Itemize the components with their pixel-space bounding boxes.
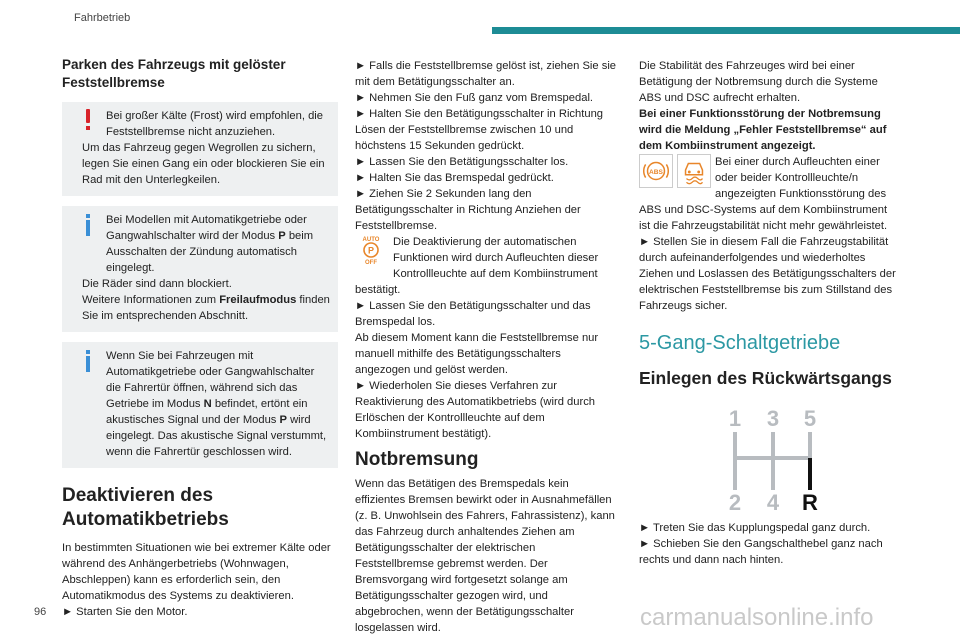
gear-steps bbox=[639, 520, 901, 568]
gear-5-label: 5 bbox=[803, 406, 817, 431]
parking-title: Parken des Fahrzeugs mit gelöster Feststellbremse bbox=[62, 57, 286, 90]
step-1: ► Falls die Feststellbremse gelöst ist, ziehen Sie sie mit dem Betätigungsschalter an. bbox=[355, 60, 617, 88]
info2-text: Wenn Sie bei Fahrzeugen mit Automatikgetriebe oder Gangwahlschalter die Fahrertür öffnen, während sich das Getriebe im Modus N befindet, ertönt ein akustisches Signal und der Modus P wird eingelegt. Das akustische Signal verstummt, wenn die Fahrertür geschlossen wird. bbox=[106, 350, 327, 458]
abs-dsc-text: Bei einer durch Aufleuchten einer oder beider Kontrollleuchte/n angezeigten Funktionsstörung des ABS und DSC-Systems auf dem Kombiinstrument ist die Fahrzeugstabilität nicht mehr gewährleistet. bbox=[639, 156, 888, 232]
info1-text: Bei Modellen mit Automatikgetriebe oder Gangwahlschalter wird der Modus P beim Ausschalten der Zündung automatisch eingelegt. bbox=[106, 214, 314, 274]
step-2: ► Nehmen Sie den Fuß ganz vom Bremspedal. bbox=[355, 92, 594, 104]
info-box-2 bbox=[62, 342, 338, 468]
deactivate-text: In bestimmten Situationen wie bei extremer Kälte oder während des Anhängerbetriebs (Wohnwagen, Abschleppen) kann es erforderlich sein, den Automatikmodus des Systems zu deaktivieren. bbox=[62, 542, 331, 602]
deactivate-step: ► Starten Sie den Motor. bbox=[62, 606, 188, 618]
svg-text:AUTO: AUTO bbox=[362, 237, 380, 243]
step-6: ► Ziehen Sie 2 Sekunden lang den Betätigungsschalter in Richtung Anziehen der Feststellbremse. bbox=[355, 188, 581, 232]
svg-text:OFF: OFF bbox=[365, 260, 377, 266]
emergency-brake-text: Wenn das Betätigen des Bremspedals kein effizientes Bremsen bewirkt oder in Ausnahmefällen (z. B. Unwohlsein des Fahrers, Fahrassistenz), kann das Fahrzeug durch anhaltendes Ziehen am Betätigungsschalter der elektrischen Feststellbremse gebremst werden. Der Bremsvorgang wird fortgesetzt solange am Betätigungsschalter gezogen wird, und abgebrochen, wenn der Betätigungsschalter losgelassen wird. bbox=[355, 478, 615, 634]
watermark: carmanualsonline.info bbox=[640, 604, 874, 631]
column-1 bbox=[62, 56, 338, 620]
stability-step: ► Stellen Sie in diesem Fall die Fahrzeugstabilität durch aufeinanderfolgendes und wiederholtes Ziehen und Loslassen des Betätigungsschalters der elektrischen Feststellbremse bis zum Stillstand des Fahrzeugs sicher. bbox=[639, 236, 896, 312]
auto-off-row bbox=[355, 234, 617, 298]
auto-p-off-warning-icon bbox=[355, 234, 387, 266]
emergency-brake-title: Notbremsung bbox=[355, 449, 479, 470]
gear-3-label: 3 bbox=[766, 406, 780, 431]
gear-r-label: R bbox=[802, 490, 818, 515]
abs-warning-icon bbox=[639, 154, 673, 188]
deactivate-title: Deaktivieren des Automatikbetriebs bbox=[62, 485, 229, 530]
info-icon bbox=[84, 214, 92, 236]
info1-line2: Die Räder sind dann blockiert. bbox=[82, 278, 232, 290]
step-4: ► Lassen Sie den Betätigungsschalter los. bbox=[355, 156, 569, 168]
svg-text:P: P bbox=[367, 245, 375, 256]
warning-icon bbox=[84, 109, 92, 131]
gearbox-title: 5-Gang-Schaltgetriebe bbox=[639, 332, 841, 354]
section-header: Fahrbetrieb bbox=[74, 12, 131, 24]
manual-text: Ab diesem Moment kann die Feststellbremse nur manuell mithilfe des Betätigungsschalters angezogen und gelöst werden. bbox=[355, 332, 599, 376]
step-3: ► Halten Sie den Betätigungsschalter in Richtung Lösen der Feststellbremse zwischen 10 und höchstens 15 Sekunden gedrückt. bbox=[355, 108, 604, 152]
gear-1-label: 1 bbox=[728, 406, 742, 431]
malfunction-title: Bei einer Funktionsstörung der Notbremsung wird die Meldung „Fehler Feststellbremse“ auf dem Kombiinstrument angezeigt. bbox=[639, 108, 887, 152]
gear-shift-diagram bbox=[704, 402, 834, 518]
header-accent-bar bbox=[492, 27, 960, 34]
svg-text:ABS: ABS bbox=[649, 168, 663, 176]
warning-text-1: Bei großer Kälte (Frost) wird empfohlen, die Feststellbremse nicht anzuziehen. bbox=[106, 110, 323, 138]
stability-text: Die Stabilität des Fahrzeuges wird bei einer Betätigung der Notbremsung durch die Systeme ABS und DSC aufrecht erhalten. bbox=[639, 60, 878, 104]
gear-step-2: ► Schieben Sie den Gangschalthebel ganz nach rechts und dann nach hinten. bbox=[639, 538, 883, 566]
info-icon bbox=[84, 350, 92, 372]
gear-2-label: 2 bbox=[728, 490, 742, 515]
abs-dsc-row bbox=[639, 154, 901, 234]
step-8: ► Wiederholen Sie dieses Verfahren zur Reaktivierung des Automatikbetriebs (wird durch Erlöschen der Kontrollleuchte auf dem Kombiinstrument bestätigt). bbox=[355, 380, 596, 440]
reverse-gear-title: Einlegen des Rückwärtsgangs bbox=[639, 368, 892, 388]
step-5: ► Halten Sie das Bremspedal gedrückt. bbox=[355, 172, 554, 184]
gear-4-label: 4 bbox=[766, 490, 780, 515]
warning-box bbox=[62, 102, 338, 196]
dsc-warning-icon bbox=[677, 154, 711, 188]
auto-off-text: Die Deaktivierung der automatischen Funktionen wird durch Aufleuchten dieser Kontrollleuchte auf dem Kombiinstrument bestätigt. bbox=[355, 236, 599, 296]
column-3 bbox=[639, 58, 901, 394]
gear-step-1: ► Treten Sie das Kupplungspedal ganz durch. bbox=[639, 522, 871, 534]
info1-line3: Weitere Informationen zum Freilaufmodus finden Sie im entsprechenden Abschnitt. bbox=[82, 294, 330, 322]
step-7: ► Lassen Sie den Betätigungsschalter und das Bremspedal los. bbox=[355, 300, 591, 328]
info-box-1 bbox=[62, 206, 338, 332]
column-2 bbox=[355, 58, 617, 636]
warning-text-2: Um das Fahrzeug gegen Wegrollen zu sichern, legen Sie einen Gang ein oder blockieren Sie ein Rad mit den Unterlegkeilen. bbox=[82, 142, 325, 186]
page-number: 96 bbox=[34, 606, 47, 618]
